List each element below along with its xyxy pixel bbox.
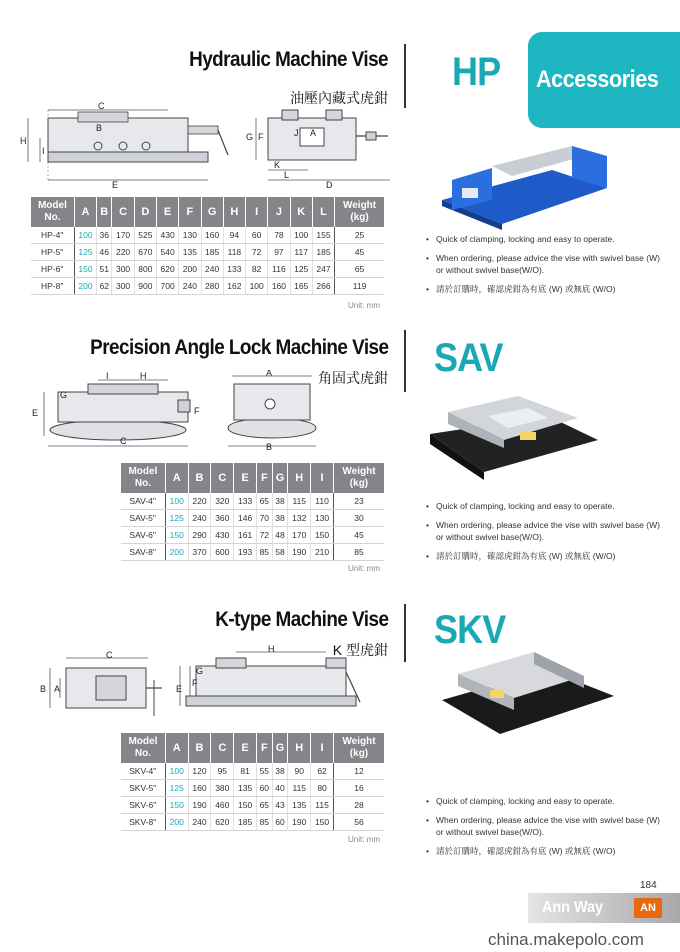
hp-dim-h: H xyxy=(20,136,27,146)
table-row xyxy=(31,261,385,278)
dimension-cell: 97 xyxy=(268,244,290,261)
sav-code: SAV xyxy=(434,336,503,380)
dimension-cell: 380 xyxy=(211,780,234,797)
hp-dim-b: B xyxy=(96,123,103,133)
footer-brand: Ann Way xyxy=(542,899,604,916)
table-row xyxy=(121,544,385,561)
weight-cell: 16 xyxy=(333,780,384,797)
dimension-cell: 150 xyxy=(74,261,96,278)
sav-title: Precision Angle Lock Machine Vise xyxy=(89,336,388,359)
sav-col-f: F xyxy=(256,463,272,493)
dimension-cell: 266 xyxy=(312,278,334,295)
skv-dim-c: C xyxy=(106,650,113,660)
table-row xyxy=(121,797,385,814)
table-row xyxy=(31,278,385,295)
hp-col-model: Model No. xyxy=(31,197,75,227)
dimension-cell: 116 xyxy=(268,261,290,278)
dimension-cell: 82 xyxy=(246,261,268,278)
weight-cell: 28 xyxy=(333,797,384,814)
dimension-cell: 43 xyxy=(272,797,288,814)
watermark: china.makepolo.com xyxy=(488,930,644,949)
dimension-cell: 55 xyxy=(256,763,272,780)
skv-col-e: E xyxy=(234,733,257,763)
dimension-cell: 38 xyxy=(272,763,288,780)
dimension-cell: 51 xyxy=(97,261,112,278)
dimension-cell: 150 xyxy=(234,797,257,814)
dimension-cell: 85 xyxy=(256,814,272,831)
sav-dim-h: H xyxy=(140,371,147,381)
dimension-cell: 62 xyxy=(97,278,112,295)
skv-dim-h: H xyxy=(268,644,275,654)
skv-col-model: Model No. xyxy=(121,733,166,763)
dimension-cell: 247 xyxy=(312,261,334,278)
model-cell: HP-6" xyxy=(31,261,75,278)
skv-title: K-type Machine Vise xyxy=(214,608,388,631)
dimension-cell: 600 xyxy=(211,544,234,561)
dimension-cell: 62 xyxy=(311,763,334,780)
weight-cell: 45 xyxy=(333,527,384,544)
sav-spec-table xyxy=(120,463,384,561)
sav-dim-e: E xyxy=(32,408,39,418)
hp-dim-g: G xyxy=(246,132,254,142)
hp-col-weight: Weight (kg) xyxy=(335,197,384,227)
dimension-cell: 220 xyxy=(188,493,211,510)
sav-note-1: • Quick of clamping, locking and easy to operate. xyxy=(426,500,666,512)
dimension-cell: 670 xyxy=(134,244,156,261)
skv-note-3: • 請於訂購時，確認虎鉗為有底 (W) 或無底 (W/O) xyxy=(426,845,666,857)
dimension-cell: 100 xyxy=(74,227,96,244)
dimension-cell: 146 xyxy=(234,510,257,527)
model-cell: SAV-8" xyxy=(121,544,166,561)
sav-front-drawing xyxy=(28,370,208,452)
sav-col-c: C xyxy=(211,463,234,493)
skv-divider xyxy=(404,604,406,662)
dimension-cell: 100 xyxy=(246,278,268,295)
model-cell: SKV-5" xyxy=(121,780,166,797)
dimension-cell: 165 xyxy=(290,278,312,295)
dimension-cell: 100 xyxy=(290,227,312,244)
dimension-cell: 135 xyxy=(179,244,201,261)
dimension-cell: 130 xyxy=(311,510,334,527)
hp-dim-f: F xyxy=(258,132,264,142)
dimension-cell: 125 xyxy=(74,244,96,261)
dimension-cell: 290 xyxy=(188,527,211,544)
model-cell: SAV-6" xyxy=(121,527,166,544)
sav-vise-photo xyxy=(428,388,600,480)
dimension-cell: 125 xyxy=(290,261,312,278)
table-row xyxy=(31,227,385,244)
dimension-cell: 190 xyxy=(188,797,211,814)
sav-dim-b: B xyxy=(266,442,273,452)
dimension-cell: 185 xyxy=(234,814,257,831)
skv-subtitle: K 型虎鉗 xyxy=(332,642,388,658)
hp-unit-label: Unit: mm xyxy=(348,301,380,310)
dimension-cell: 38 xyxy=(272,493,288,510)
sav-dim-i: I xyxy=(106,371,109,381)
skv-col-i: I xyxy=(311,733,334,763)
dimension-cell: 161 xyxy=(234,527,257,544)
hp-subtitle: 油壓內藏式虎鉗 xyxy=(290,90,388,106)
model-cell: SKV-4" xyxy=(121,763,166,780)
skv-dim-b: B xyxy=(40,684,47,694)
weight-cell: 65 xyxy=(335,261,384,278)
hp-col-a: A xyxy=(74,197,96,227)
dimension-cell: 46 xyxy=(97,244,112,261)
dimension-cell: 125 xyxy=(165,780,188,797)
dimension-cell: 170 xyxy=(288,527,311,544)
dimension-cell: 200 xyxy=(179,261,201,278)
dimension-cell: 155 xyxy=(312,227,334,244)
hp-col-i: I xyxy=(246,197,268,227)
hp-col-j: J xyxy=(268,197,290,227)
skv-col-a: A xyxy=(165,733,188,763)
hp-front-drawing xyxy=(18,100,240,190)
model-cell: SKV-8" xyxy=(121,814,166,831)
dimension-cell: 190 xyxy=(288,814,311,831)
dimension-cell: 160 xyxy=(201,227,223,244)
sav-side-drawing xyxy=(222,370,322,452)
dimension-cell: 130 xyxy=(179,227,201,244)
dimension-cell: 133 xyxy=(223,261,245,278)
hp-dim-d: D xyxy=(326,180,333,190)
skv-side-drawing xyxy=(176,642,366,720)
brand-logo-icon: AN xyxy=(634,898,662,918)
skv-dim-g: G xyxy=(196,666,204,676)
dimension-cell: 210 xyxy=(311,544,334,561)
skv-col-h: H xyxy=(288,733,311,763)
hp-col-d: D xyxy=(134,197,156,227)
skv-code: SKV xyxy=(434,608,506,652)
dimension-cell: 94 xyxy=(223,227,245,244)
skv-col-f: F xyxy=(256,733,272,763)
model-cell: HP-4" xyxy=(31,227,75,244)
dimension-cell: 65 xyxy=(256,797,272,814)
dimension-cell: 90 xyxy=(288,763,311,780)
dimension-cell: 36 xyxy=(97,227,112,244)
sav-col-weight: Weight (kg) xyxy=(333,463,384,493)
skv-unit-label: Unit: mm xyxy=(348,835,380,844)
dimension-cell: 370 xyxy=(188,544,211,561)
table-row xyxy=(121,814,385,831)
skv-dim-e: E xyxy=(176,684,183,694)
dimension-cell: 430 xyxy=(211,527,234,544)
hp-col-f: F xyxy=(179,197,201,227)
skv-dim-a: A xyxy=(54,684,61,694)
dimension-cell: 430 xyxy=(156,227,178,244)
weight-cell: 56 xyxy=(333,814,384,831)
dimension-cell: 190 xyxy=(288,544,311,561)
dimension-cell: 115 xyxy=(311,797,334,814)
dimension-cell: 185 xyxy=(312,244,334,261)
dimension-cell: 160 xyxy=(188,780,211,797)
hp-note-3: • 請於訂購時，確認虎鉗為有底 (W) 或無底 (W/O) xyxy=(426,283,666,295)
dimension-cell: 115 xyxy=(288,780,311,797)
dimension-cell: 300 xyxy=(112,278,134,295)
hp-dim-a: A xyxy=(310,128,317,138)
dimension-cell: 85 xyxy=(256,544,272,561)
sav-note-3: • 請於訂購時，確認虎鉗為有底 (W) 或無底 (W/O) xyxy=(426,550,666,562)
dimension-cell: 110 xyxy=(311,493,334,510)
table-row xyxy=(121,493,385,510)
dimension-cell: 125 xyxy=(165,510,188,527)
dimension-cell: 100 xyxy=(165,763,188,780)
dimension-cell: 117 xyxy=(290,244,312,261)
dimension-cell: 360 xyxy=(211,510,234,527)
dimension-cell: 150 xyxy=(165,527,188,544)
hp-dim-l: L xyxy=(284,170,290,180)
model-cell: HP-8" xyxy=(31,278,75,295)
dimension-cell: 120 xyxy=(188,763,211,780)
sav-col-a: A xyxy=(165,463,188,493)
dimension-cell: 193 xyxy=(234,544,257,561)
table-row xyxy=(121,527,385,544)
dimension-cell: 80 xyxy=(311,780,334,797)
hp-code: HP xyxy=(452,50,501,94)
hp-dim-i: I xyxy=(42,146,45,156)
dimension-cell: 58 xyxy=(272,544,288,561)
dimension-cell: 170 xyxy=(112,227,134,244)
model-cell: SAV-5" xyxy=(121,510,166,527)
dimension-cell: 460 xyxy=(211,797,234,814)
weight-cell: 119 xyxy=(335,278,384,295)
sav-col-i: I xyxy=(311,463,334,493)
dimension-cell: 72 xyxy=(246,244,268,261)
dimension-cell: 81 xyxy=(234,763,257,780)
dimension-cell: 200 xyxy=(165,814,188,831)
hp-col-b: B xyxy=(97,197,112,227)
dimension-cell: 150 xyxy=(311,527,334,544)
dimension-cell: 240 xyxy=(179,278,201,295)
sav-dim-a: A xyxy=(266,370,273,378)
dimension-cell: 48 xyxy=(272,527,288,544)
hp-dim-k: K xyxy=(274,160,281,170)
skv-spec-table xyxy=(120,733,384,831)
sav-subtitle: 角固式虎鉗 xyxy=(318,370,388,386)
model-cell: HP-5" xyxy=(31,244,75,261)
hp-col-k: K xyxy=(290,197,312,227)
sav-note-2: • When ordering, please advice the vise with swivel base (W) or without swivel base(W/O). xyxy=(426,519,666,543)
sav-dim-f: F xyxy=(194,406,200,416)
dimension-cell: 200 xyxy=(74,278,96,295)
model-cell: SAV-4" xyxy=(121,493,166,510)
accessories-tab-label: Accessories xyxy=(536,66,659,93)
table-row xyxy=(31,244,385,261)
sav-notes xyxy=(426,500,666,569)
dimension-cell: 38 xyxy=(272,510,288,527)
skv-notes xyxy=(426,795,666,864)
weight-cell: 85 xyxy=(333,544,384,561)
skv-col-weight: Weight (kg) xyxy=(333,733,384,763)
hp-dim-e: E xyxy=(112,180,119,190)
dimension-cell: 160 xyxy=(268,278,290,295)
dimension-cell: 540 xyxy=(156,244,178,261)
dimension-cell: 620 xyxy=(211,814,234,831)
model-cell: SKV-6" xyxy=(121,797,166,814)
sav-dim-g: G xyxy=(60,390,68,400)
dimension-cell: 135 xyxy=(234,780,257,797)
skv-vise-photo xyxy=(438,640,618,740)
sav-unit-label: Unit: mm xyxy=(348,564,380,573)
skv-note-1: • Quick of clamping, locking and easy to operate. xyxy=(426,795,666,807)
dimension-cell: 162 xyxy=(223,278,245,295)
weight-cell: 23 xyxy=(333,493,384,510)
dimension-cell: 95 xyxy=(211,763,234,780)
hp-notes xyxy=(426,233,666,302)
dimension-cell: 150 xyxy=(311,814,334,831)
hp-col-l: L xyxy=(312,197,334,227)
dimension-cell: 135 xyxy=(288,797,311,814)
dimension-cell: 900 xyxy=(134,278,156,295)
weight-cell: 12 xyxy=(333,763,384,780)
sav-col-e: E xyxy=(234,463,257,493)
hp-divider xyxy=(404,44,406,108)
table-row xyxy=(121,510,385,527)
hp-col-e: E xyxy=(156,197,178,227)
dimension-cell: 133 xyxy=(234,493,257,510)
sav-col-h: H xyxy=(288,463,311,493)
dimension-cell: 100 xyxy=(165,493,188,510)
skv-col-c: C xyxy=(211,733,234,763)
hp-side-drawing xyxy=(240,106,400,190)
skv-dim-f: F xyxy=(192,678,198,688)
hp-note-2: • When ordering, please advice the vise with swivel base (W) or without swivel base(W/O). xyxy=(426,252,666,276)
dimension-cell: 40 xyxy=(272,780,288,797)
dimension-cell: 60 xyxy=(256,780,272,797)
dimension-cell: 60 xyxy=(272,814,288,831)
hp-dim-c: C xyxy=(98,101,105,111)
table-row xyxy=(121,763,385,780)
dimension-cell: 320 xyxy=(211,493,234,510)
page-number: 184 xyxy=(640,880,657,891)
table-row xyxy=(121,780,385,797)
hp-col-h: H xyxy=(223,197,245,227)
dimension-cell: 620 xyxy=(156,261,178,278)
dimension-cell: 700 xyxy=(156,278,178,295)
dimension-cell: 78 xyxy=(268,227,290,244)
skv-note-2: • When ordering, please advice the vise with swivel base (W) or without swivel base(W/O). xyxy=(426,814,666,838)
dimension-cell: 800 xyxy=(134,261,156,278)
dimension-cell: 115 xyxy=(288,493,311,510)
sav-col-model: Model No. xyxy=(121,463,166,493)
sav-col-b: B xyxy=(188,463,211,493)
hp-vise-photo xyxy=(432,140,612,230)
dimension-cell: 150 xyxy=(165,797,188,814)
weight-cell: 45 xyxy=(335,244,384,261)
dimension-cell: 72 xyxy=(256,527,272,544)
hp-spec-table xyxy=(30,197,384,295)
dimension-cell: 118 xyxy=(223,244,245,261)
dimension-cell: 240 xyxy=(188,510,211,527)
skv-col-b: B xyxy=(188,733,211,763)
dimension-cell: 132 xyxy=(288,510,311,527)
dimension-cell: 300 xyxy=(112,261,134,278)
weight-cell: 30 xyxy=(333,510,384,527)
dimension-cell: 200 xyxy=(165,544,188,561)
hp-dim-j: J xyxy=(294,128,299,138)
dimension-cell: 65 xyxy=(256,493,272,510)
skv-front-drawing xyxy=(36,650,166,722)
dimension-cell: 185 xyxy=(201,244,223,261)
hp-note-1: • Quick of clamping, locking and easy to operate. xyxy=(426,233,666,245)
hp-col-g: G xyxy=(201,197,223,227)
sav-divider xyxy=(404,330,406,392)
dimension-cell: 220 xyxy=(112,244,134,261)
sav-col-g: G xyxy=(272,463,288,493)
dimension-cell: 240 xyxy=(201,261,223,278)
weight-cell: 25 xyxy=(335,227,384,244)
skv-col-g: G xyxy=(272,733,288,763)
sav-dim-c: C xyxy=(120,436,127,446)
hp-col-c: C xyxy=(112,197,134,227)
dimension-cell: 70 xyxy=(256,510,272,527)
dimension-cell: 280 xyxy=(201,278,223,295)
dimension-cell: 525 xyxy=(134,227,156,244)
hp-title: Hydraulic Machine Vise xyxy=(189,48,388,71)
dimension-cell: 60 xyxy=(246,227,268,244)
dimension-cell: 240 xyxy=(188,814,211,831)
